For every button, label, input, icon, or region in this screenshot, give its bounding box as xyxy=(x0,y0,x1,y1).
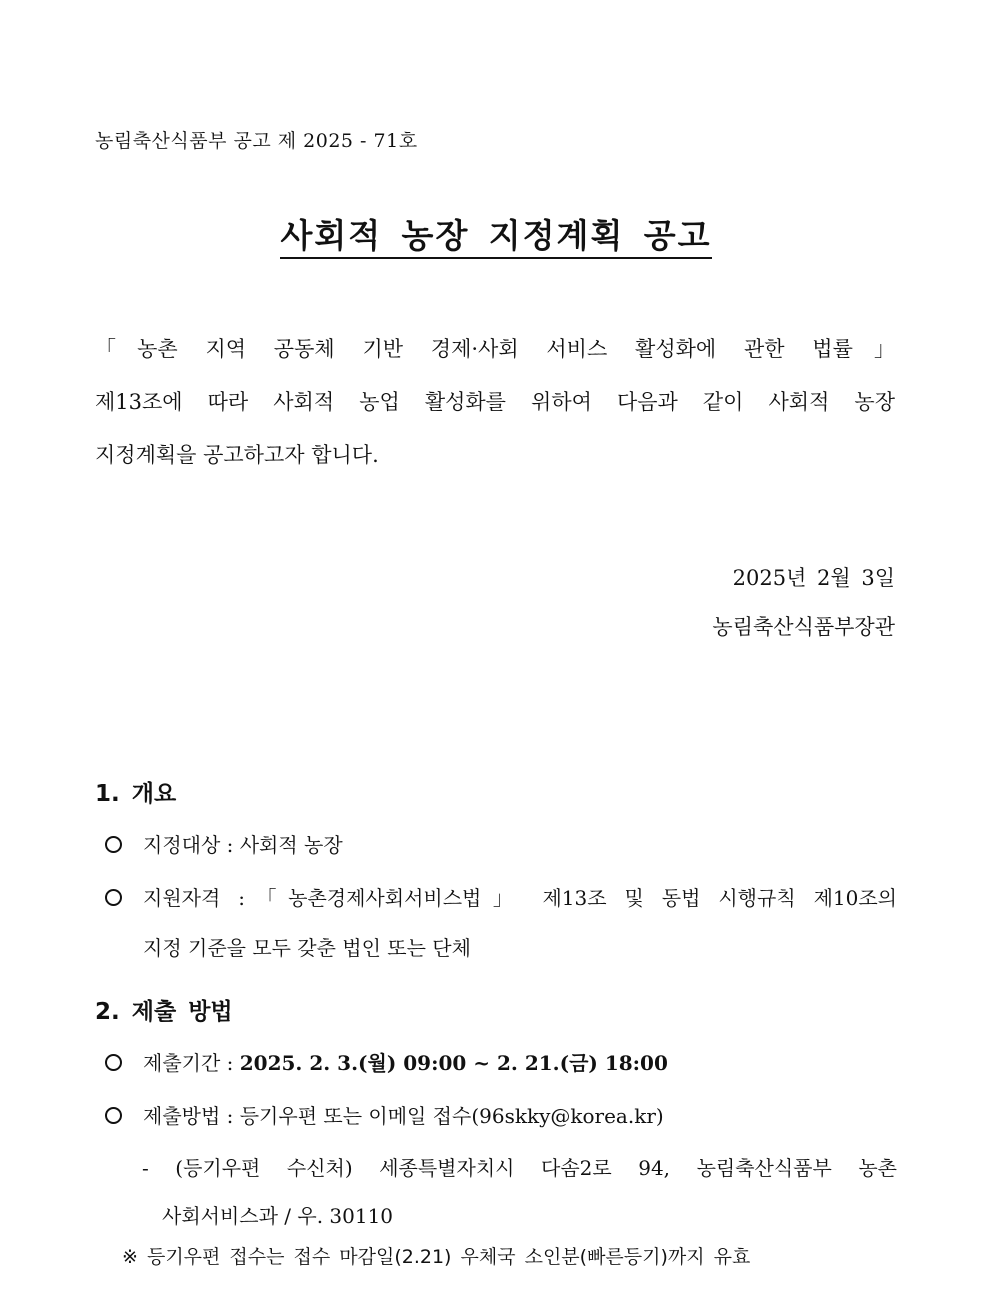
issue-date: 2025년 2월 3일 xyxy=(732,566,895,590)
item-text: 제출방법 : 등기우편 또는 이메일 접수(96skky@korea.kr) xyxy=(143,1104,664,1128)
period-label: 제출기간 : xyxy=(143,1051,240,1075)
intro-line-2: 제13조에 따라 사회적 농업 활성화를 위하여 다음과 같이 사회적 농장 xyxy=(95,390,895,414)
circle-bullet-icon xyxy=(105,889,122,906)
intro-line-3: 지정계획을 공고하고자 합니다. xyxy=(95,443,379,467)
section-heading-overview: 1. 개요 xyxy=(95,781,177,807)
circle-bullet-icon xyxy=(105,836,122,853)
list-item-method xyxy=(105,1091,897,1141)
sub-item-mail-address xyxy=(142,1144,897,1240)
item-text-line-2: 지정 기준을 모두 갖춘 법인 또는 단체 xyxy=(143,936,471,960)
sub-item-line-1: - (등기우편 수신처) 세종특별자치시 다솜2로 94, 농림축산식품부 농촌 xyxy=(142,1156,897,1180)
sub-item-line-2: 사회서비스과 / 우. 30110 xyxy=(162,1204,394,1228)
notice-number: 농림축산식품부 공고 제 2025 - 71호 xyxy=(95,130,418,152)
period-value: 2025. 2. 3.(월) 09:00 ~ 2. 21.(금) 18:00 xyxy=(239,1051,668,1075)
document-title-text: 사회적 농장 지정계획 공고 xyxy=(280,216,711,259)
issuer-name: 농림축산식품부장관 xyxy=(712,615,895,639)
note-text: ※ 등기우편 접수는 접수 마감일(2.21) 우체국 소인분(빠른등기)까지 유효 xyxy=(122,1246,751,1268)
circle-bullet-icon xyxy=(105,1054,122,1071)
intro-paragraph xyxy=(95,323,895,482)
circle-bullet-icon xyxy=(105,1107,122,1124)
document-title xyxy=(0,210,992,257)
item-text-line-1: 지원자격 :「농촌경제사회서비스법」 제13조 및 동법 시행규칙 제10조의 xyxy=(143,886,897,910)
item-text: 지정대상 : 사회적 농장 xyxy=(143,833,343,857)
list-item-eligibility xyxy=(105,873,897,973)
list-item-target xyxy=(105,820,897,870)
intro-line-1: 「농촌 지역 공동체 기반 경제·사회 서비스 활성화에 관한 법률」 xyxy=(95,337,895,361)
section-heading-submission: 2. 제출 방법 xyxy=(95,999,233,1025)
list-item-period xyxy=(105,1038,897,1088)
